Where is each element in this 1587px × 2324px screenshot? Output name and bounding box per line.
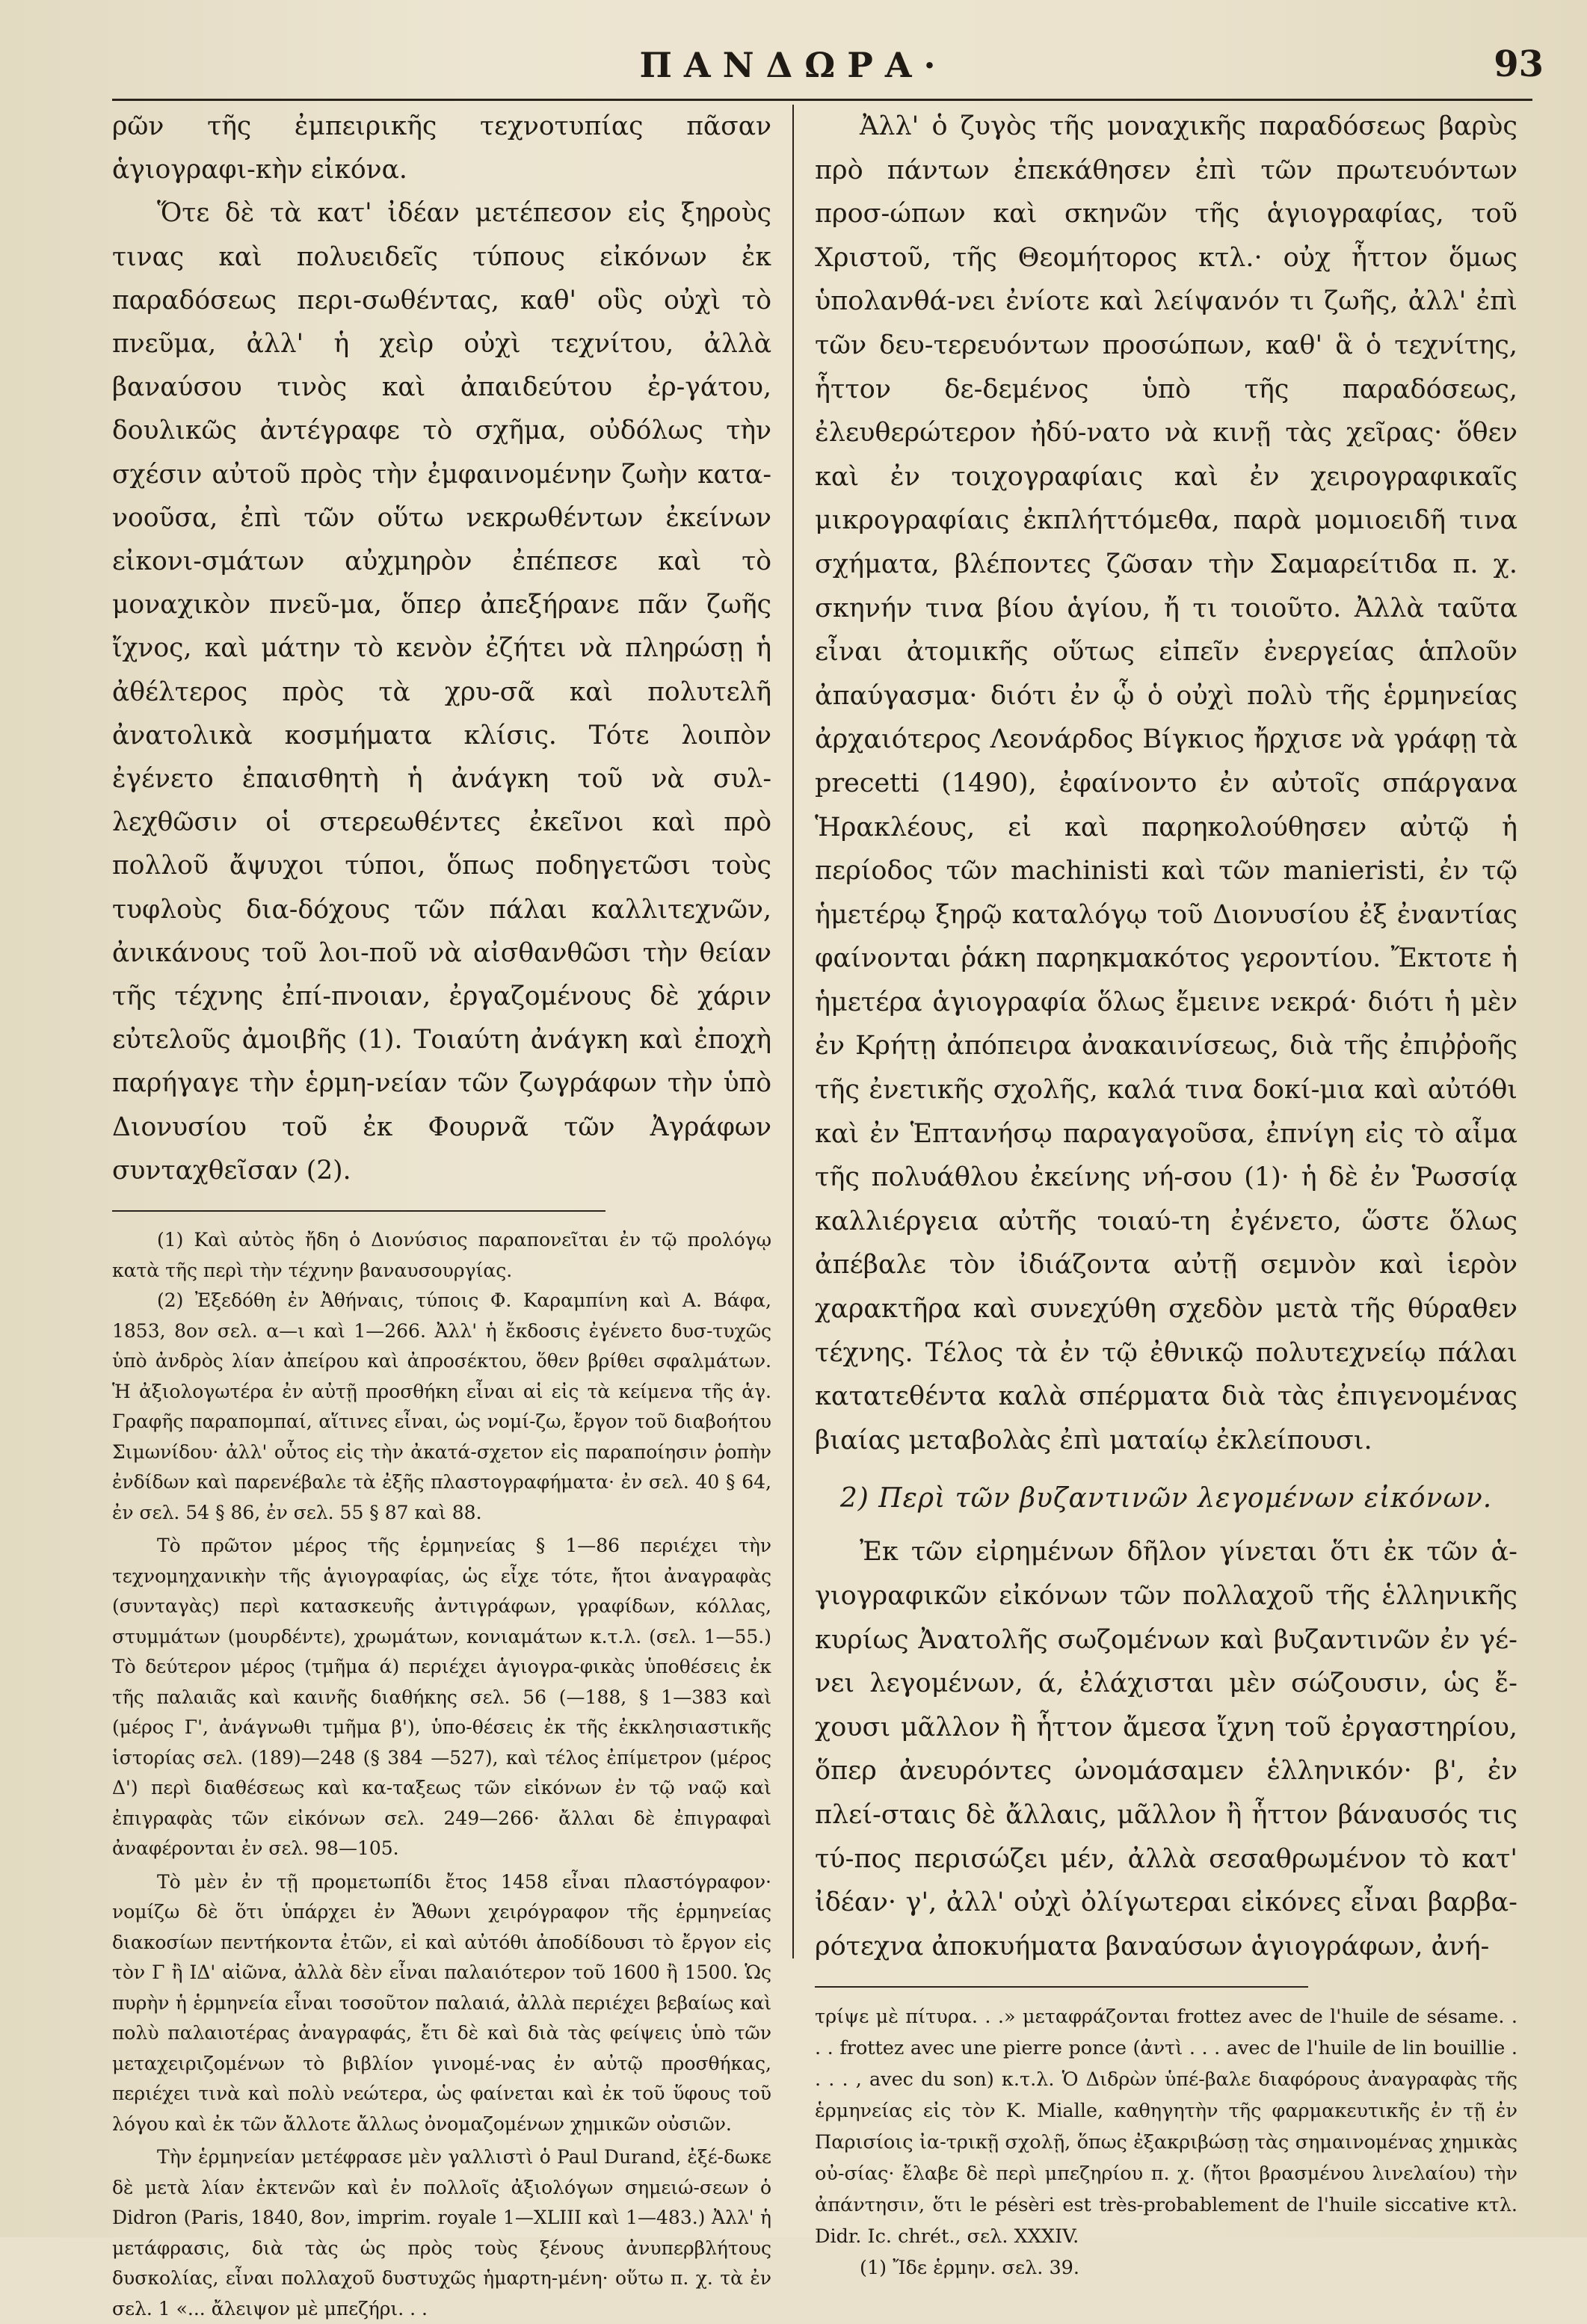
paragraph: Ἐκ τῶν εἰρημένων δῆλον γίνεται ὅτι ἐκ τῶν ἁ-γιογραφικῶν εἰκόνων τῶν πολλαχοῦ τῆς ἑλληνικῆς κυρίως Ἀνατολῆς σωζομένων καὶ βυζαντινῶν ἐν γέ-νει λεγομένων, ά, ἐλάχισται μὲν σώζουσιν, ὡς ἔ-χουσι μᾶλλον ἢ ἧττον ἄμεσα ἴχνη τοῦ ἐργαστηρίου, ὅπερ ἀνευρόντες ὠνομάσαμεν ἑλληνικόν· β', ἐν πλεί-σταις δὲ ἄλλαις, μᾶλλον ἢ ἧττον βάναυσός τις τύ-πος περισώζει μέν, ἀλλὰ σεσαθρωμένον τὸ κατ' ἰδέαν· γ', ἀλλ' οὐχὶ ὀλίγωτεραι εἰκόνες εἶναι βαρβα-ρότεχνα ἀποκυήματα βαναύσων ἁγιογράφων, ἀνή- <box>815 1537 1517 1961</box>
footnote: Τὸ πρῶτον μέρος τῆς ἑρμηνείας § 1—86 περιέχει τὴν τεχνομηχανικὴν τῆς ἁγιογραφίας, ὡς εἶχε τότε, ἤτοι ἀναγραφὰς (συνταγὰς) περὶ κατασκευῆς ἀντιγράφων, γραφίδων, κόλλας, στυμμάτων (μουρδέντε), χρωμάτων, κονιαμάτων κ.τ.λ. (σελ. 1—55.) Τὸ δεύτερον μέρος (τμῆμα ά) περιέχει ἁγιογρα-φικὰς ὑποθέσεις ἐκ τῆς παλαιᾶς καὶ καινῆς διαθήκης σελ. 56 (—188, § 1—383 καὶ (μέρος Γ', ἀνάγνωθι τμῆμα β'), ὑπο-θέσεις ἐκ τῆς ἐκκλησιαστικῆς ἱστορίας σελ. (189)—248 (§ 384 —527), καὶ τέλος ἐπίμετρον (μέρος Δ') περὶ διαθέσεως καὶ κα-ταξεως τῶν εἰκόνων ἐν τῷ ναῷ καὶ ἐπιγραφὰς τῶν εἰκόνων σελ. 249—266· ἄλλαι δὲ ἐπιγραφαὶ ἀναφέρονται ἐν σελ. 98—105. <box>112 1535 771 1860</box>
paragraph: Ἀλλ' ὁ ζυγὸς τῆς μοναχικῆς παραδόσεως βαρὺς πρὸ πάντων ἐπεκάθησεν ἐπὶ τῶν πρωτευόντων προσ-ώπων καὶ σκηνῶν τῆς ἁγιογραφίας, τοῦ Χριστοῦ, τῆς Θεομήτορος κτλ.· οὐχ ἧττον ὅμως ὑπολανθά-νει ἐνίοτε καὶ λείψανόν τι ζωῆς, ἀλλ' ἐπὶ τῶν δευ-τερευόντων προσώπων, καθ' ἃ ὁ τεχνίτης, ἧττον δε-δεμένος ὑπὸ τῆς παραδόσεως, ἐλευθερώτερον ἠδύ-νατο νὰ κινῇ τὰς χεῖρας· ὅθεν καὶ ἐν τοιχογραφίαις καὶ ἐν χειρογραφικαῖς μικρογραφίαις ἐκπλήττόμεθα, παρὰ μομιοειδῆ τινα σχήματα, βλέποντες ζῶσαν τὴν Σαμαρείτιδα π. χ. σκηνήν τινα βίου ἁγίου, ἤ τι τοιοῦτο. Ἀλλὰ ταῦτα εἶναι ἀτομικῆς οὕτως εἰπεῖν ἐνεργείας ἁπλοῦν ἀπαύγασμα· διότι ἐν ᾧ ὁ οὐχὶ πολὺ τῆς ἑρμηνείας ἀρχαιότερος Λεονάρδος Βίγκιος ἤρχισε νὰ γράφῃ τὰ precetti (1490), ἐφαίνοντο ἐν αὐτοῖς σπάργανα Ἡρακλέους, εἰ καὶ παρηκολούθησεν αὐτῷ ἡ περίοδος τῶν machinisti καὶ τῶν manieristi, ἐν τῷ ἡμετέρῳ ξηρῷ καταλόγῳ τοῦ Διονυσίου ἐξ ἐναντίας φαίνονται ῥάκη παρηκμακότος γεροντίου. Ἔκτοτε ἡ ἡμετέρα ἁγιογραφία ὅλως ἔμεινε νεκρά· διότι ἡ μὲν ἐν Κρήτῃ ἀπόπειρα ἀνακαινίσεως, διὰ τῆς ἐπιῤῥοῆς τῆς ἐνετικῆς σχολῆς, καλά τινα δοκί-μια καὶ αὐτόθι καὶ ἐν Ἑπτανήσῳ παραγαγοῦσα, ἐπνίγη εἰς τὸ αἷμα τῆς πολυάθλου ἐκείνης νή-σου (1)· ἡ δὲ ἐν Ῥωσσίᾳ καλλιέργεια αὐτῆς τοιαύ-τη ἐγένετο, ὥστε ὅλως ἀπέβαλε τὸν ἰδιάζοντα αὐτῇ σεμνὸν καὶ ἱερὸν χαρακτῆρα καὶ συνεχύθη σχεδὸν μετὰ τῆς θύραθεν τέχνης. Τέλος τὰ ἐν τῷ ἐθνικῷ πολυτεχνείῳ πάλαι κατατεθέντα καλὰ σπέρματα διὰ τὰς ἐπιγενομένας βιαίας μεταβολὰς ἐπὶ ματαίῳ ἐκλείπουσι. <box>815 111 1517 1455</box>
footnote: (1) Ἴδε ἑρμην. σελ. 39. <box>860 2257 1079 2280</box>
right-footnotes <box>815 2001 1517 2284</box>
left-footnotes <box>112 1225 771 2324</box>
paragraph: Ὅτε δὲ τὰ κατ' ἰδέαν μετέπεσον εἰς ξηροὺς τινας καὶ πολυειδεῖς τύπους εἰκόνων ἐκ παραδόσεως περι-σωθέντας, καθ' οὓς οὐχὶ τὸ πνεῦμα, ἀλλ' ἡ χεὶρ οὐχὶ τεχνίτου, ἀλλὰ βαναύσου τινὸς καὶ ἀπαιδεύτου ἐρ-γάτου, δουλικῶς ἀντέγραφε τὸ σχῆμα, οὐδόλως τὴν σχέσιν αὐτοῦ πρὸς τὴν ἐμφαινομένην ζωὴν κατα-νοοῦσα, ἐπὶ τῶν οὕτω νεκρωθέντων ἐκείνων εἰκονι-σμάτων αὐχμηρὸν ἐπέπεσε καὶ τὸ μοναχικὸν πνεῦ-μα, ὅπερ ἀπεξήρανε πᾶν ζωῆς ἴχνος, καὶ μάτην τὸ κενὸν ἐζήτει νὰ πληρώσῃ ἡ ἀθέλτερος πρὸς τὰ χρυ-σᾶ καὶ πολυτελῆ ἀνατολικὰ κοσμήματα κλίσις. Τότε λοιπὸν ἐγένετο ἐπαισθητὴ ἡ ἀνάγκη τοῦ νὰ συλ-λεχθῶσιν οἱ στερεωθέντες ἐκεῖνοι καὶ πρὸ πολλοῦ ἄψυχοι τύποι, ὅπως ποδηγετῶσι τοὺς τυφλοὺς δια-δόχους τῶν πάλαι καλλιτεχνῶν, ἀνικάνους τοῦ λοι-ποῦ νὰ αἰσθανθῶσι τὴν θείαν τῆς τέχνης ἐπί-πνοιαν, ἐργαζομένους δὲ χάριν εὐτελοῦς ἀμοιβῆς (1). Τοιαύτη ἀνάγκη καὶ ἐποχὴ παρήγαγε τὴν ἑρμη-νείαν τῶν ζωγράφων τὴν ὑπὸ Διονυσίου τοῦ ἐκ Φουρνᾶ τῶν Ἀγράφων συνταχθεῖσαν (2). <box>112 198 771 1186</box>
footnote: τρίψε μὲ πίτυρα. . .» μεταφράζονται frottez avec de l'huile de sésame. . . . frottez avec une pierre ponce (ἀντὶ . . . avec de l'huile de lin bouillie . . . . , avec du son) κ.τ.λ. Ὁ Διδρὼν ὑπέ-βαλε διαφόρους ἀναγραφὰς τῆς ἑρμηνείας εἰς τὸν Κ. Mialle, καθηγητὴν τῆς φαρμακευτικῆς ἐν τῇ ἐν Παρισίοις ἰα-τρικῇ σχολῇ, ὅπως ἐξακριβώσῃ τὰς σημαινομένας χημικὰς οὐ-σίας· ἔλαβε δὲ περὶ μπεζηρίου π. χ. (ἤτοι βρασμένου λινελαίου) τὴν ἀπάντησιν, ὅτι le pésèri est très-probablement de l'huile siccative κτλ. Didr. Ic. chrét., σελ. XXXIV. <box>815 2006 1517 2249</box>
column-divider <box>792 105 794 1958</box>
footnote-rule <box>815 1986 1308 1988</box>
running-title: ΠΑΝΔΩΡΑ· <box>639 45 948 85</box>
left-body-text <box>112 105 771 1192</box>
footnote: (1) Καὶ αὐτὸς ἤδη ὁ Διονύσιος παραπονεῖται ἐν τῷ προλόγῳ κατὰ τῆς περὶ τὴν τέχνην βαναυσουργίας. <box>112 1229 771 1281</box>
footnote: (2) Ἐξεδόθη ἐν Ἀθήναις, τύποις Φ. Καραμπίνη καὶ Α. Βάφα, 1853, 8ον σελ. α—ι καὶ 1—266. Ἀλλ' ἡ ἔκδοσις ἐγένετο δυσ-τυχῶς ὑπὸ ἀνδρὸς λίαν ἀπείρου καὶ ἀπροσέκτου, ὅθεν βρίθει σφαλμάτων. Ἡ ἀξιολογωτέρα ἐν αὐτῇ προσθήκη εἶναι αἱ εἰς τὰ κείμενα τῆς ἁγ. Γραφῆς παραπομπαί, αἵτινες εἶναι, ὡς νομί-ζω, ἔργον τοῦ διαβοήτου Σιμωνίδου· ἀλλ' οὗτος εἰς τὴν ἀκατά-σχετον εἰς παραποίησιν ῥοπὴν ἐνδίδων καὶ παρενέβαλε τὰ ἐξῆς πλαστογραφήματα· ἐν σελ. 40 § 64, ἐν σελ. 54 § 86, ἐν σελ. 55 § 87 καὶ 88. <box>112 1289 771 1523</box>
paragraph: ρῶν τῆς ἐμπειρικῆς τεχνοτυπίας πᾶσαν ἁγιογραφι-κὴν εἰκόνα. <box>112 111 771 185</box>
left-column <box>112 105 771 2324</box>
header-rule <box>112 99 1532 101</box>
right-column <box>815 105 1517 2284</box>
footnote-rule <box>112 1210 605 1212</box>
section-heading: 2) Περὶ τῶν βυζαντινῶν λεγομένων εἰκόνων. <box>839 1483 1493 1514</box>
footnote: Τὴν ἑρμηνείαν μετέφρασε μὲν γαλλιστὶ ὁ Paul Durand, ἐξέ-δωκε δὲ μετὰ λίαν ἐκτενῶν καὶ ἐν πολλοῖς ἀξιολόγων σημειώ-σεων ὁ Didron (Paris, 1840, 8ον, imprim. royale 1—XLIII καὶ 1—483.) Ἀλλ' ἡ μετάφρασις, διὰ τὰς ὡς πρὸς τοὺς ξένους ἀνυπερβλήτους δυσκολίας, εἶναι πολλαχοῦ δυστυχῶς ἡμαρτη-μένη· οὕτω π. χ. τὰ ἐν σελ. 1 «... ἄλειψον μὲ μπεζήρι. . . <box>112 2146 771 2320</box>
page-number: 93 <box>1494 43 1544 85</box>
right-body-text <box>815 105 1517 1968</box>
footnote: Τὸ μὲν ἐν τῇ προμετωπίδι ἔτος 1458 εἶναι πλαστόγραφον· νομίζω δὲ ὅτι ὑπάρχει ἐν Ἄθωνι χειρόγραφον τῆς ἑρμηνείας διακοσίων πεντήκοντα ἐτῶν, εἰ καὶ αὐτόθι ἀποδίδουσι τὸ ἔργον εἰς τὸν Γ ἢ ΙΔ' αἰῶνα, ἀλλὰ δὲν εἶναι παλαιότερον τοῦ 1600 ἢ 1500. Ὡς πυρὴν ἡ ἑρμηνεία εἶναι τοσοῦτον παλαιά, ἀλλὰ περιέχει βεβαίως καὶ πολὺ παλαιοτέρας ἀναγραφάς, ἔτι δὲ καὶ διὰ τὰς φείψεις ὑπὸ τῶν μεταχειριζομένων τὸ βιβλίον γινομέ-νας ἐν αὐτῷ προσθήκας, περιέχει τινὰ καὶ πολὺ νεώτερα, ὡς φαίνεται καὶ ἐκ τοῦ ὕφους τοῦ λόγου καὶ ἐκ τῶν ἄλλοτε ἄλλως ὀνομαζομένων χημικῶν οὐσιῶν. <box>112 1870 771 2135</box>
